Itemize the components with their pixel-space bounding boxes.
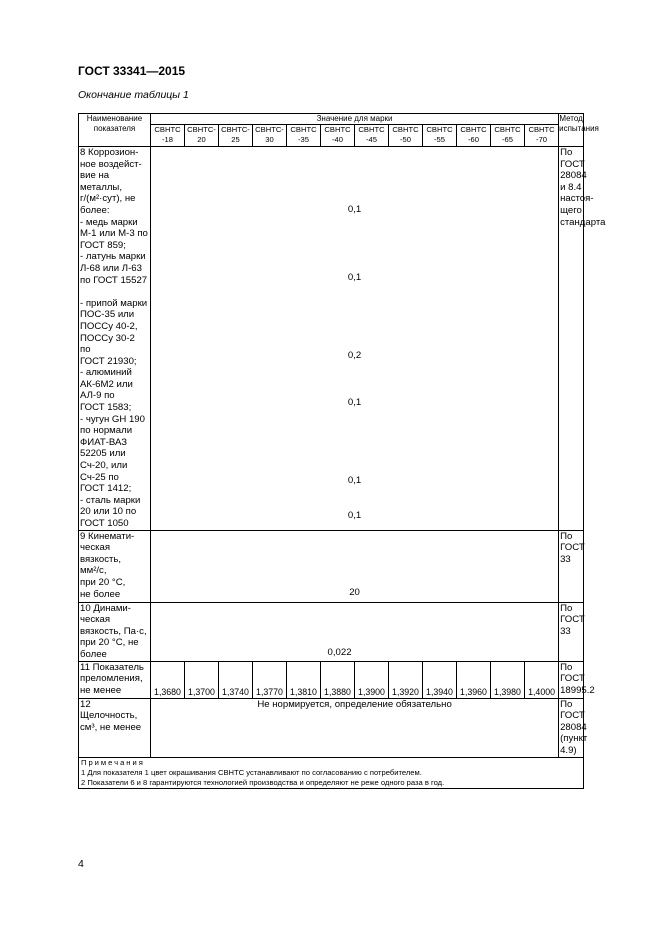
cell-line: 10 Динами- — [80, 602, 131, 614]
cell-line: 52205 или — [80, 448, 126, 460]
cell-line: настоя- — [560, 193, 594, 205]
grade-header-row — [79, 125, 584, 147]
cell-line: вязкость, — [80, 553, 122, 565]
notes — [79, 757, 584, 788]
grade-header-10 — [491, 125, 525, 147]
cell-line: более — [80, 648, 107, 660]
cell-line: 9 Кинемати- — [80, 530, 135, 542]
grade-header-line: -65 — [502, 134, 513, 144]
grade-header-1 — [185, 125, 219, 147]
cell-line: стандарта — [560, 216, 606, 228]
grade-header-4 — [287, 125, 321, 147]
row12-method — [559, 698, 588, 757]
grade-header-11 — [525, 125, 559, 147]
cell-line: - латунь марки — [80, 251, 146, 263]
cell-line: - медь марки — [80, 216, 138, 228]
grade-header-line: СВНТС — [358, 125, 385, 134]
grade-header-5 — [321, 125, 355, 147]
grade-header-3 — [253, 125, 287, 147]
row12-value: Не нормируется, определение обязательно — [151, 698, 559, 757]
grade-header-line: -35 — [298, 134, 309, 144]
row11 — [79, 661, 584, 698]
row8-value-aluminium: 0,1 — [347, 397, 362, 408]
cell-line: щего — [560, 204, 582, 216]
grade-header-2 — [219, 125, 253, 147]
grade-header-line: СВНТС — [494, 125, 521, 134]
row8-value-solder: 0,2 — [347, 350, 362, 361]
grade-header-line: СВНТС- — [187, 125, 216, 134]
document-title: ГОСТ 33341—2015 — [78, 64, 186, 78]
cell-line: вязкость, Па·с, — [80, 625, 147, 637]
cell-line: По ГОСТ — [560, 661, 585, 685]
note-1: 1 Для показателя 1 цвет окрашивания СВНТС устанавливают по согласованию с потребителем. — [81, 767, 422, 777]
row9-value: 20 — [349, 586, 360, 598]
grade-header-line: -60 — [468, 134, 479, 144]
row11-value-3: 1,3770 — [253, 661, 287, 698]
header-method: Метод испытания — [559, 114, 584, 147]
cell-line: ГОСТ 33 — [560, 542, 585, 565]
cell-line: 8 Коррозион- — [80, 147, 139, 158]
cell-line: г/(м²·сут), не — [80, 193, 136, 205]
cell-line: ческая — [80, 614, 111, 626]
row11-value-8: 1,3940 — [423, 661, 457, 698]
cell-line: 18995.2 — [560, 684, 595, 696]
cell-line: - алюминий — [80, 367, 132, 379]
page-number: 4 — [78, 858, 84, 870]
grade-header-line: -18 — [162, 134, 173, 144]
row8-value-cast-iron: 0,1 — [347, 475, 362, 486]
cell-line: преломления, — [80, 673, 143, 685]
row9-indicator — [79, 530, 151, 602]
grade-header-line: СВНТС — [324, 125, 351, 134]
table-caption: Окончание таблицы 1 — [78, 89, 189, 101]
grade-header-line: -50 — [400, 134, 411, 144]
cell-line: ФИАТ-ВАЗ — [80, 436, 128, 448]
row11-value-1: 1,3700 — [185, 661, 219, 698]
cell-line: при 20 °С, не — [80, 637, 139, 649]
cell-line: ГОСТ 1050 — [80, 518, 129, 529]
notes-title: Примечания — [81, 757, 145, 767]
cell-line: - припой марки — [80, 297, 148, 309]
cell-line: (пункт 4.9) — [560, 733, 588, 756]
row8-value-brass: 0,1 — [347, 272, 362, 283]
row10-value-cell — [151, 602, 559, 661]
row11-value-7: 1,3920 — [389, 661, 423, 698]
grade-header-line: -40 — [332, 134, 343, 144]
grade-header-line: СВНТС- — [221, 125, 250, 134]
row8-values — [151, 147, 559, 531]
row11-value-6: 1,3900 — [355, 661, 389, 698]
specification-table — [78, 113, 606, 789]
cell-line — [80, 286, 150, 298]
cell-line: ПОС-35 или — [80, 309, 135, 321]
grade-header-7 — [389, 125, 423, 147]
cell-line: Л-68 или Л-63 — [80, 262, 142, 274]
row8-value-copper: 0,1 — [347, 204, 362, 215]
cell-line: АК-6М2 или — [80, 378, 133, 390]
cell-line: 28084 — [560, 721, 587, 733]
cell-line: ГОСТ 21930; — [80, 355, 137, 367]
note-2: 2 Показатели 6 и 8 гарантируются технологией производства и определяют не реже одного раза в год. — [81, 777, 445, 787]
row11-method — [559, 661, 595, 698]
cell-line: ГОСТ 1412; — [80, 483, 132, 495]
row10-value: 0,022 — [327, 646, 352, 658]
cell-line: ное воздейст- — [80, 158, 142, 170]
grade-header-line: СВНТС — [290, 125, 317, 134]
row8-value-steel: 0,1 — [347, 510, 362, 521]
grade-header-line: СВНТС — [426, 125, 453, 134]
grade-header-line: 20 — [197, 134, 206, 144]
cell-line: 20 или 10 по — [80, 506, 137, 518]
row8-indicator — [79, 147, 151, 531]
cell-line: АЛ-9 по — [80, 390, 115, 402]
grade-header-line: СВНТС — [460, 125, 487, 134]
cell-line: не менее — [80, 684, 122, 696]
grade-header-0 — [151, 125, 185, 147]
cell-line: по ГОСТ 15527 — [80, 274, 148, 286]
grade-header-line: СВНТС- — [255, 125, 284, 134]
cell-line: металлы, — [80, 181, 122, 193]
header-value-for-grade: Значение для марки — [151, 114, 559, 125]
row9-method — [559, 530, 584, 602]
row11-value-4: 1,3810 — [287, 661, 321, 698]
cell-line: По — [560, 530, 573, 542]
cell-line: ПОССу 40-2, — [80, 320, 138, 332]
grade-header-line: СВНТС — [154, 125, 181, 134]
cell-line: мм²/с, — [80, 565, 107, 577]
row11-indicator — [79, 661, 151, 698]
cell-line: М-1 или М-3 по — [80, 228, 148, 240]
cell-line: по — [80, 344, 91, 356]
cell-line: - чугун GH 190 — [80, 413, 145, 425]
cell-line: ГОСТ 1583; — [80, 402, 132, 414]
grade-header-line: -55 — [434, 134, 445, 144]
row10-method — [559, 602, 584, 661]
cell-line: не более — [80, 588, 121, 600]
cell-line: ПОССу 30-2 — [80, 332, 135, 344]
row9-value-cell — [151, 530, 559, 602]
row11-value-0: 1,3680 — [151, 661, 185, 698]
cell-line: По ГОСТ — [560, 147, 585, 170]
grade-header-line: -45 — [366, 134, 377, 144]
row11-value-9: 1,3960 — [457, 661, 491, 698]
cell-line: вие на — [80, 170, 110, 182]
grade-header-line: 25 — [231, 134, 240, 144]
cell-line: ГОСТ 859; — [80, 239, 126, 251]
row12-indicator — [79, 698, 151, 757]
cell-line: более: — [80, 204, 110, 216]
grade-header-line: СВНТС — [528, 125, 555, 134]
cell-line: - сталь марки — [80, 494, 141, 506]
cell-line: по нормали — [80, 425, 133, 437]
cell-line: 12 Щелочность, — [80, 698, 138, 722]
cell-line: Сч-25 по — [80, 471, 119, 483]
cell-line: см³, не менее — [80, 721, 142, 733]
grade-header-line: 30 — [265, 134, 274, 144]
row11-value-11: 1,4000 — [525, 661, 559, 698]
cell-line: ческая — [80, 542, 111, 554]
row11-value-2: 1,3740 — [219, 661, 253, 698]
cell-line: ГОСТ 33 — [560, 614, 585, 637]
cell-line: По — [560, 602, 573, 614]
grade-header-line: -70 — [536, 134, 548, 144]
grade-header-8 — [423, 125, 457, 147]
cell-line: Сч-20, или — [80, 460, 128, 472]
grade-header-6 — [355, 125, 389, 147]
row11-value-10: 1,3980 — [491, 661, 525, 698]
cell-line: при 20 °С, — [80, 576, 126, 588]
cell-line: 11 Показатель — [80, 661, 144, 673]
grade-header-9 — [457, 125, 491, 147]
grade-header-line: СВНТС — [392, 125, 419, 134]
header-indicator: Наименование показателя — [79, 114, 151, 147]
cell-line: 28084 и 8.4 — [560, 170, 587, 193]
row11-value-5: 1,3880 — [321, 661, 355, 698]
row8-method — [559, 147, 606, 531]
cell-line: По ГОСТ — [560, 698, 585, 722]
